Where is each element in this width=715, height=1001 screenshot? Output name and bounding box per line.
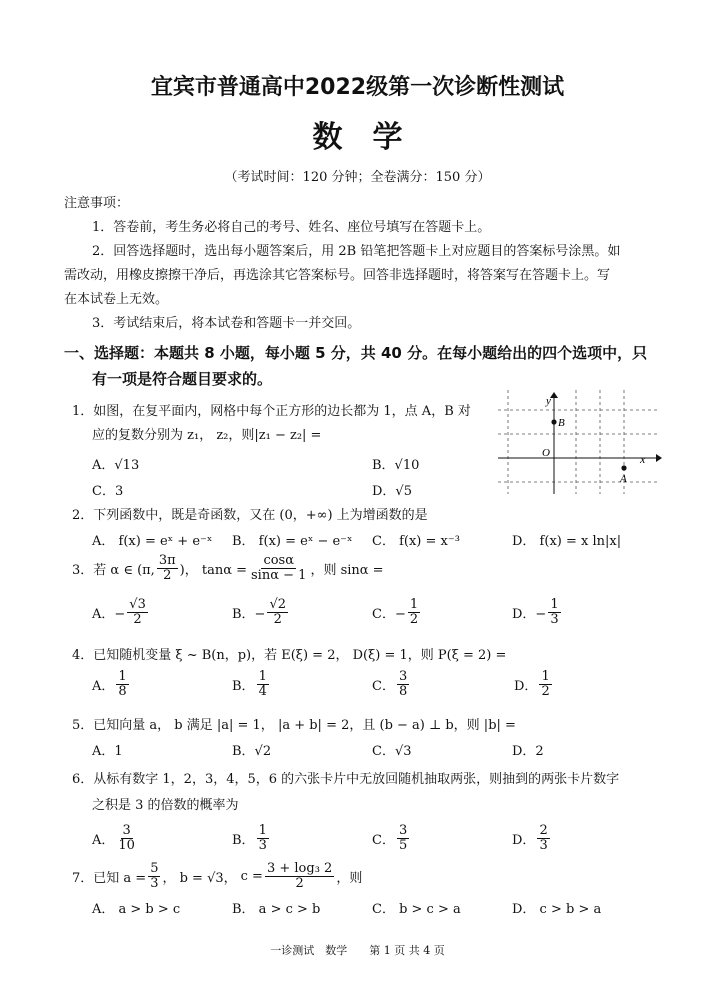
q7-stem bbox=[72, 862, 362, 890]
q3-a-den: 2 bbox=[133, 611, 142, 627]
q3-option-a bbox=[92, 598, 150, 626]
q6-option-b-frac bbox=[257, 824, 269, 852]
q4-c-num: 3 bbox=[398, 669, 408, 684]
q3-option-a-frac bbox=[127, 598, 148, 626]
q2-option-a: A． f(x) = eˣ + e⁻ˣ bbox=[92, 534, 213, 549]
q4-option-d-label: D． bbox=[514, 678, 538, 694]
q2-option-c: C． f(x) = x⁻³ bbox=[372, 534, 460, 549]
q7-stem-part-2: ， b = √3， bbox=[162, 870, 237, 886]
q6-a-den: 10 bbox=[118, 837, 135, 853]
q1-option-b: B．√10 bbox=[372, 458, 420, 473]
point-b-label: B bbox=[558, 417, 565, 429]
q1-stem-line-1: 1．如图，在复平面内，网格中每个正方形的边长都为 1，点 A，B 对 bbox=[72, 404, 471, 419]
q3-option-c-frac bbox=[408, 598, 420, 626]
q3-option-a-label: A．− bbox=[92, 606, 126, 622]
q1-option-a: A．√13 bbox=[92, 458, 140, 473]
x-axis-label: x bbox=[640, 452, 646, 466]
q3-option-c-label: C．− bbox=[372, 606, 406, 622]
q3-fraction-tan bbox=[249, 554, 308, 582]
q6-option-c bbox=[372, 824, 411, 852]
q3-option-d-label: D．− bbox=[512, 606, 547, 622]
q7-frac-c bbox=[265, 862, 334, 890]
q7-option-d: D． c > b > a bbox=[512, 902, 602, 917]
q6-option-a bbox=[92, 824, 139, 852]
q4-option-c-frac bbox=[397, 670, 409, 698]
q4-a-num: 1 bbox=[118, 669, 127, 684]
y-axis-arrow bbox=[550, 392, 558, 398]
q4-option-c bbox=[372, 670, 411, 698]
q3-option-d bbox=[512, 598, 563, 626]
q6-option-d-label: D． bbox=[512, 832, 536, 848]
q5-option-a: A．1 bbox=[92, 744, 123, 759]
q7-stem-part-3: c = bbox=[240, 868, 263, 884]
y-axis-label: y bbox=[546, 395, 551, 407]
q3-b-den: 2 bbox=[273, 611, 282, 627]
q3-b-num: √2 bbox=[269, 597, 287, 612]
q4-option-c-label: C． bbox=[372, 678, 395, 694]
complex-plane-figure bbox=[498, 390, 663, 494]
q6-option-b-label: B． bbox=[232, 832, 255, 848]
q3-stem-part-2: )， tanα = bbox=[179, 562, 248, 578]
x-axis-arrow bbox=[656, 454, 662, 462]
q7-stem-part-4: ，则 bbox=[336, 870, 363, 886]
q3-option-b-frac bbox=[267, 598, 288, 626]
q6-option-c-label: C． bbox=[372, 832, 395, 848]
q4-option-b-label: B． bbox=[232, 678, 255, 694]
q2-option-d: D． f(x) = x ln|x| bbox=[512, 534, 622, 549]
q4-a-den: 8 bbox=[118, 683, 127, 699]
grid-lines bbox=[498, 390, 658, 494]
q7-c-den: 2 bbox=[295, 875, 304, 891]
origin-label: O bbox=[542, 447, 550, 459]
q3-option-b-label: B．− bbox=[232, 606, 266, 622]
q3-option-c bbox=[372, 598, 422, 626]
q3-c-den: 2 bbox=[409, 611, 419, 627]
q2-option-b: B． f(x) = eˣ − e⁻ˣ bbox=[232, 534, 353, 549]
q7-a-num: 5 bbox=[150, 861, 159, 876]
q1-option-d: D．√5 bbox=[372, 484, 412, 499]
q6-option-a-frac bbox=[116, 824, 137, 852]
note-2-line-3: 在本试卷上无效。 bbox=[64, 292, 169, 307]
exam-title: 宜宾市普通高中2022级第一次诊断性测试 bbox=[150, 75, 565, 100]
q5-option-c: C．√3 bbox=[372, 744, 412, 759]
subject-title: 数 学 bbox=[312, 120, 403, 155]
q4-option-a bbox=[92, 670, 131, 698]
q4-option-d bbox=[514, 670, 554, 698]
q3-fraction-3pi-2 bbox=[157, 554, 178, 582]
q6-option-d-frac bbox=[537, 824, 549, 852]
q4-c-den: 8 bbox=[398, 683, 408, 699]
q3-d-num: 1 bbox=[550, 597, 559, 612]
point-a bbox=[621, 465, 626, 470]
q6-option-b bbox=[232, 824, 271, 852]
q1-option-c: C．3 bbox=[92, 484, 124, 499]
q3-frac1-den: 2 bbox=[163, 567, 172, 583]
note-3: 3．考试结束后，将本试卷和答题卡一并交回。 bbox=[92, 316, 361, 331]
q3-stem-part-1: 3．若 α ∈ (π, bbox=[72, 562, 155, 578]
q6-stem-line-1: 6．从标有数字 1，2，3，4，5，6 的六张卡片中无放回随机抽取两张，则抽到的两张卡片数字 bbox=[72, 772, 620, 787]
q4-option-a-label: A． bbox=[92, 678, 115, 694]
q3-frac2-num: cosα bbox=[263, 553, 294, 568]
q4-d-den: 2 bbox=[541, 683, 550, 699]
q6-c-den: 5 bbox=[398, 837, 408, 853]
q6-option-d bbox=[512, 824, 552, 852]
point-b bbox=[551, 419, 556, 424]
q6-option-c-frac bbox=[397, 824, 409, 852]
note-1: 1．答卷前，考生务必将自己的考号、姓名、座位号填写在答题卡上。 bbox=[92, 220, 491, 235]
q4-b-den: 4 bbox=[258, 683, 267, 699]
q7-option-b: B． a > c > b bbox=[232, 902, 321, 917]
q2-stem: 2．下列函数中，既是奇函数，又在 (0，+∞) 上为增函数的是 bbox=[72, 508, 428, 523]
q3-d-den: 3 bbox=[550, 611, 559, 627]
q3-option-b bbox=[232, 598, 290, 626]
q6-b-num: 1 bbox=[258, 823, 267, 838]
q4-option-d-frac bbox=[539, 670, 551, 698]
q3-stem-part-3: ，则 sinα = bbox=[310, 562, 384, 578]
q3-option-d-frac bbox=[548, 598, 560, 626]
q3-a-num: √3 bbox=[129, 597, 146, 612]
section-1-heading-cont: 有一项是符合题目要求的。 bbox=[92, 370, 273, 388]
q7-a-den: 3 bbox=[150, 875, 159, 891]
q4-option-b bbox=[232, 670, 271, 698]
q6-d-num: 2 bbox=[539, 823, 548, 838]
q5-option-b: B．√2 bbox=[232, 744, 272, 759]
q6-stem-line-2: 之积是 3 的倍数的概率为 bbox=[92, 798, 239, 813]
q4-option-b-frac bbox=[257, 670, 269, 698]
q3-frac2-den: sinα − 1 bbox=[251, 567, 307, 583]
notes-heading: 注意事项： bbox=[64, 196, 130, 211]
q7-frac-a bbox=[148, 862, 160, 890]
q3-c-num: 1 bbox=[409, 597, 419, 612]
page-footer: 一诊测试 数学 第 1 页 共 4 页 bbox=[270, 944, 445, 957]
q7-option-c: C． b > c > a bbox=[372, 902, 461, 917]
q6-d-den: 3 bbox=[539, 837, 548, 853]
q1-stem-line-2: 应的复数分别为 z₁， z₂，则|z₁ − z₂| = bbox=[92, 428, 322, 443]
q7-option-a: A． a > b > c bbox=[92, 902, 181, 917]
note-2-line-1: 2．回答选择题时，选出每小题答案后，用 2B 铅笔把答题卡上对应题目的答案标号涂黑。如 bbox=[92, 244, 621, 259]
point-a-label: A bbox=[620, 473, 627, 485]
q6-a-num: 3 bbox=[122, 823, 131, 838]
note-2-line-2: 需改动，用橡皮擦擦干净后，再选涂其它答案标号。回答非选择题时，将答案写在答题卡上。写 bbox=[64, 268, 611, 283]
q4-d-num: 1 bbox=[541, 669, 550, 684]
q6-b-den: 3 bbox=[258, 837, 267, 853]
q6-c-num: 3 bbox=[398, 823, 408, 838]
q7-c-num: 3 + log₃ 2 bbox=[266, 861, 333, 876]
q7-stem-part-1: 7．已知 a = bbox=[72, 870, 147, 886]
q5-option-d: D．2 bbox=[512, 744, 544, 759]
exam-info: （考试时间：120 分钟；全卷满分：150 分） bbox=[224, 170, 491, 185]
section-1-heading: 一、选择题：本题共 8 小题，每小题 5 分，共 40 分。在每小题给出的四个选项中，只 bbox=[64, 344, 648, 362]
q6-option-a-label: A． bbox=[92, 832, 115, 848]
q4-option-a-frac bbox=[116, 670, 128, 698]
q3-frac1-num: 3π bbox=[158, 553, 176, 568]
q5-stem: 5．已知向量 a， b 满足 |a| = 1， |a + b| = 2，且 (b − a) ⊥ b，则 |b| = bbox=[72, 718, 516, 733]
q4-stem: 4．已知随机变量 ξ ~ B(n，p)，若 E(ξ) = 2， D(ξ) = 1，则 P(ξ = 2) = bbox=[72, 648, 507, 663]
q3-stem bbox=[72, 554, 384, 582]
q4-b-num: 1 bbox=[258, 669, 267, 684]
